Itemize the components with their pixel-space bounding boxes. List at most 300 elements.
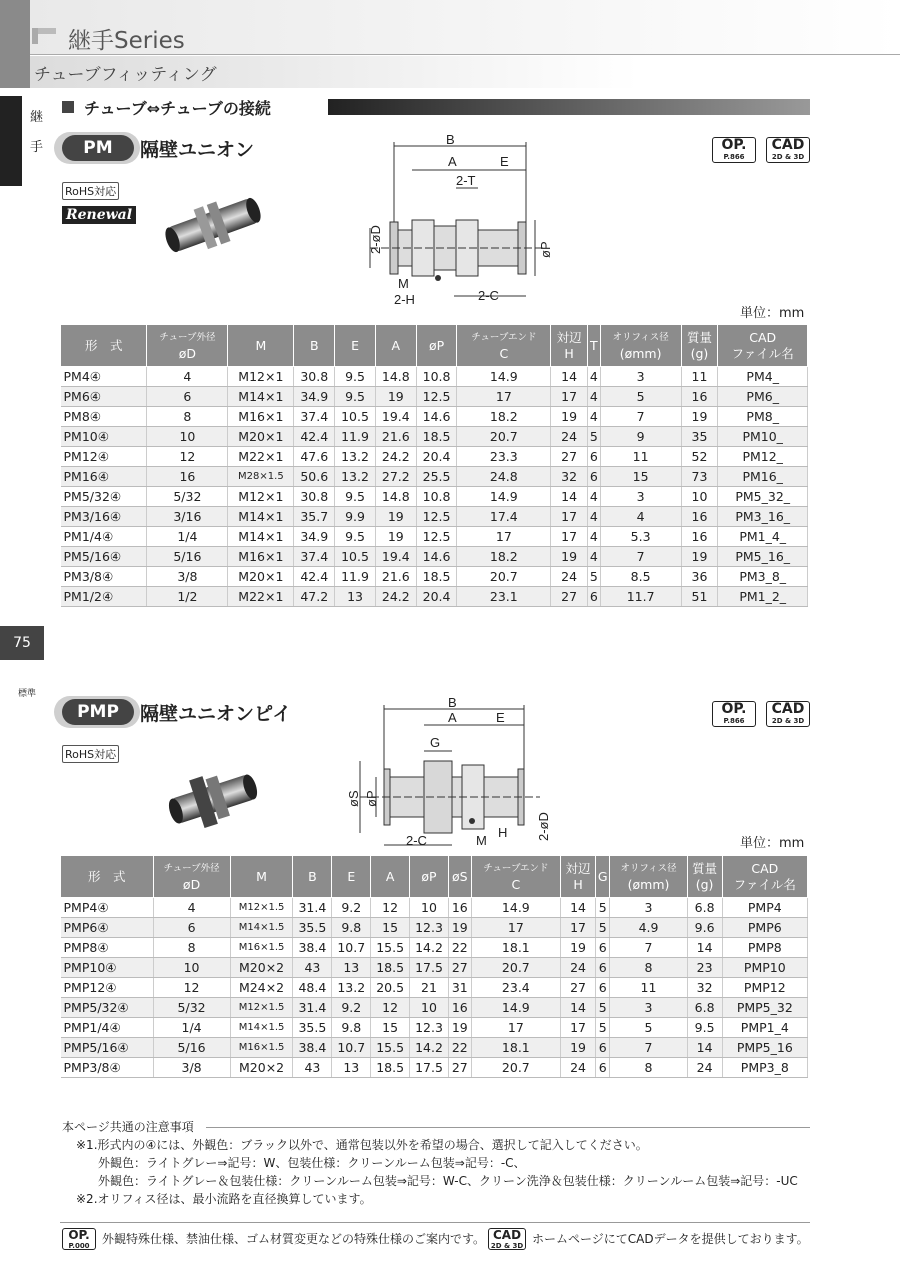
table-cell: 6 bbox=[596, 958, 610, 978]
table-cell: M16×1 bbox=[228, 547, 294, 567]
table-cell: 12 bbox=[153, 978, 230, 998]
spec-table-pm bbox=[60, 324, 808, 607]
footer-op-label: OP. bbox=[68, 1228, 90, 1242]
column-header: øP bbox=[410, 856, 449, 898]
table-cell: 5.3 bbox=[600, 527, 681, 547]
table-cell: PM4④ bbox=[61, 367, 147, 387]
table-cell: M14×1.5 bbox=[230, 1018, 293, 1038]
table-cell: PMP1_4 bbox=[722, 1018, 807, 1038]
table-cell: 27 bbox=[551, 447, 588, 467]
footer-cad-badge[interactable] bbox=[488, 1228, 526, 1250]
table-cell: 19 bbox=[561, 938, 596, 958]
table-cell: M12×1 bbox=[228, 487, 294, 507]
column-header: B bbox=[293, 856, 332, 898]
table-cell: 16 bbox=[681, 387, 718, 407]
table-cell: M16×1.5 bbox=[230, 938, 293, 958]
table-cell: 10.8 bbox=[416, 487, 457, 507]
table-cell: 5 bbox=[587, 427, 600, 447]
table-cell: 19.4 bbox=[375, 407, 416, 427]
table-cell: 9.9 bbox=[335, 507, 376, 527]
rohs-badge: RoHS対応 bbox=[62, 745, 119, 763]
table-cell: 31 bbox=[448, 978, 471, 998]
table-cell: 4.9 bbox=[610, 918, 687, 938]
table-cell: 31.4 bbox=[293, 898, 332, 918]
table-cell: M12×1.5 bbox=[230, 898, 293, 918]
table-cell: 6.8 bbox=[687, 898, 722, 918]
table-cell: PMP4④ bbox=[61, 898, 154, 918]
table-cell: 5 bbox=[596, 898, 610, 918]
table-cell: 24 bbox=[551, 567, 588, 587]
dimension-drawing-pmp bbox=[340, 695, 560, 855]
table-cell: 17 bbox=[561, 1018, 596, 1038]
footer-op-badge[interactable] bbox=[62, 1228, 96, 1250]
dim-label-g: G bbox=[430, 735, 441, 750]
table-cell: 8 bbox=[610, 958, 687, 978]
table-cell: 14 bbox=[687, 1038, 722, 1058]
table-cell: PM1/4④ bbox=[61, 527, 147, 547]
table-cell: 14.6 bbox=[416, 547, 457, 567]
table-cell: PM1_2_ bbox=[718, 587, 808, 607]
footer-cad-label: CAD bbox=[492, 1228, 522, 1242]
table-cell: 23.1 bbox=[457, 587, 551, 607]
table-cell: 3/16 bbox=[147, 507, 228, 527]
table-cell: 6 bbox=[596, 1038, 610, 1058]
table-cell: PMP6④ bbox=[61, 918, 154, 938]
table-cell: 11 bbox=[600, 447, 681, 467]
table-cell: PMP10 bbox=[722, 958, 807, 978]
dim-label-m: M bbox=[476, 833, 487, 848]
table-cell: 24 bbox=[551, 427, 588, 447]
column-header: 質量 (g) bbox=[681, 325, 718, 367]
table-cell: 10 bbox=[681, 487, 718, 507]
table-cell: 13.2 bbox=[332, 978, 371, 998]
table-row bbox=[61, 1018, 808, 1038]
table-cell: M14×1 bbox=[228, 387, 294, 407]
table-cell: PM3_16_ bbox=[718, 507, 808, 527]
table-row bbox=[61, 527, 808, 547]
table-cell: PM3/16④ bbox=[61, 507, 147, 527]
table-cell: 4 bbox=[587, 507, 600, 527]
table-cell: PM16_ bbox=[718, 467, 808, 487]
table-cell: 6 bbox=[153, 918, 230, 938]
table-row bbox=[61, 938, 808, 958]
table-cell: M20×1 bbox=[228, 567, 294, 587]
table-cell: 17.5 bbox=[410, 958, 449, 978]
unit-label: 単位：mm bbox=[740, 836, 805, 851]
table-cell: 18.1 bbox=[471, 1038, 560, 1058]
dim-label-e: E bbox=[500, 154, 509, 169]
table-cell: PM10_ bbox=[718, 427, 808, 447]
table-cell: PM1_4_ bbox=[718, 527, 808, 547]
table-row bbox=[61, 387, 808, 407]
page-header bbox=[0, 0, 900, 88]
table-cell: 27 bbox=[561, 978, 596, 998]
dim-label-d: 2-øD bbox=[368, 225, 383, 254]
table-cell: 32 bbox=[687, 978, 722, 998]
table-cell: 18.1 bbox=[471, 938, 560, 958]
header-divider bbox=[30, 54, 900, 55]
table-cell: 17 bbox=[471, 1018, 560, 1038]
table-cell: 3/8 bbox=[153, 1058, 230, 1078]
table-cell: 9.5 bbox=[335, 487, 376, 507]
section-bar bbox=[328, 99, 810, 115]
table-cell: 10.7 bbox=[332, 1038, 371, 1058]
table-cell: 37.4 bbox=[294, 547, 335, 567]
table-cell: PM5_32_ bbox=[718, 487, 808, 507]
dim-label-c: 2-C bbox=[406, 833, 427, 848]
table-cell: 17 bbox=[551, 387, 588, 407]
table-cell: 42.4 bbox=[294, 567, 335, 587]
table-cell: 19.4 bbox=[375, 547, 416, 567]
op-badge[interactable] bbox=[712, 137, 756, 163]
note-2: ※2.オリフィス径は、最小流路を直径換算しています。 bbox=[76, 1192, 372, 1206]
table-cell: 4 bbox=[587, 487, 600, 507]
column-header: CAD ファイル名 bbox=[722, 856, 807, 898]
table-cell: 11 bbox=[610, 978, 687, 998]
table-cell: 7 bbox=[600, 407, 681, 427]
column-header: G bbox=[596, 856, 610, 898]
table-cell: M12×1 bbox=[228, 367, 294, 387]
cad-sub: 2D & 3D bbox=[771, 717, 805, 725]
table-cell: 19 bbox=[681, 547, 718, 567]
table-cell: 10 bbox=[147, 427, 228, 447]
table-cell: PMP3/8④ bbox=[61, 1058, 154, 1078]
table-cell: PMP5_16 bbox=[722, 1038, 807, 1058]
product-photo-pmp bbox=[158, 764, 268, 834]
table-cell: 8.5 bbox=[600, 567, 681, 587]
table-cell: PM1/2④ bbox=[61, 587, 147, 607]
header-side-band bbox=[0, 0, 30, 88]
footer-op-page: P.000 bbox=[68, 1242, 90, 1250]
table-row bbox=[61, 407, 808, 427]
table-cell: PMP3_8 bbox=[722, 1058, 807, 1078]
section-square-icon bbox=[62, 101, 74, 113]
table-cell: 5 bbox=[596, 998, 610, 1018]
column-header: M bbox=[228, 325, 294, 367]
table-cell: 38.4 bbox=[293, 938, 332, 958]
table-cell: M14×1 bbox=[228, 527, 294, 547]
table-cell: M22×1 bbox=[228, 447, 294, 467]
table-row bbox=[61, 547, 808, 567]
table-cell: 5 bbox=[587, 567, 600, 587]
table-cell: 9.5 bbox=[335, 527, 376, 547]
table-cell: 4 bbox=[587, 547, 600, 567]
note-1b: 外観色：ライトグレー＆包装仕様：クリーンルーム包装⇒記号：W-C、クリーン洗浄＆包装仕様：クリーンルーム包装⇒記号：-UC bbox=[98, 1174, 798, 1188]
table-cell: 20.7 bbox=[457, 567, 551, 587]
spec-table-pmp bbox=[60, 855, 808, 1078]
table-cell: 30.8 bbox=[294, 487, 335, 507]
table-cell: 14.2 bbox=[410, 938, 449, 958]
column-header: E bbox=[335, 325, 376, 367]
table-cell: 14.8 bbox=[375, 367, 416, 387]
table-row bbox=[61, 367, 808, 387]
table-cell: PMP5/32④ bbox=[61, 998, 154, 1018]
table-cell: 32 bbox=[551, 467, 588, 487]
table-cell: 11 bbox=[681, 367, 718, 387]
table-cell: 5 bbox=[596, 918, 610, 938]
table-row bbox=[61, 587, 808, 607]
table-cell: 7 bbox=[610, 1038, 687, 1058]
table-cell: PMP12④ bbox=[61, 978, 154, 998]
dim-label-p: øP bbox=[538, 241, 553, 258]
table-cell: 15 bbox=[600, 467, 681, 487]
table-cell: 51 bbox=[681, 587, 718, 607]
cad-badge[interactable] bbox=[766, 137, 810, 163]
side-tab bbox=[0, 96, 22, 186]
table-cell: 17.5 bbox=[410, 1058, 449, 1078]
table-cell: 19 bbox=[375, 387, 416, 407]
table-cell: 5/16 bbox=[147, 547, 228, 567]
column-header: A bbox=[371, 856, 410, 898]
column-header: オリフィス径 (ømm) bbox=[600, 325, 681, 367]
table-cell: 10.7 bbox=[332, 938, 371, 958]
table-cell: 47.2 bbox=[294, 587, 335, 607]
table-cell: 21.6 bbox=[375, 567, 416, 587]
table-cell: 8 bbox=[610, 1058, 687, 1078]
table-cell: 22 bbox=[448, 938, 471, 958]
table-row bbox=[61, 567, 808, 587]
table-cell: PM16④ bbox=[61, 467, 147, 487]
dim-label-t: 2-T bbox=[456, 173, 476, 188]
cad-label: CAD bbox=[771, 701, 805, 717]
table-cell: 5/32 bbox=[147, 487, 228, 507]
dim-label-b: B bbox=[446, 132, 455, 147]
table-cell: 9 bbox=[600, 427, 681, 447]
table-cell: 21 bbox=[410, 978, 449, 998]
cad-label: CAD bbox=[771, 137, 805, 153]
table-cell: 6 bbox=[147, 387, 228, 407]
table-cell: 43 bbox=[293, 1058, 332, 1078]
table-row bbox=[61, 487, 808, 507]
table-cell: 18.5 bbox=[416, 567, 457, 587]
table-cell: 3 bbox=[610, 998, 687, 1018]
table-cell: 3 bbox=[600, 487, 681, 507]
table-cell: 12 bbox=[147, 447, 228, 467]
table-cell: 12 bbox=[371, 998, 410, 1018]
table-cell: M16×1 bbox=[228, 407, 294, 427]
table-cell: 17 bbox=[551, 507, 588, 527]
table-cell: 20.7 bbox=[471, 958, 560, 978]
column-header: 対辺 H bbox=[561, 856, 596, 898]
table-cell: 35.7 bbox=[294, 507, 335, 527]
table-cell: 23.4 bbox=[471, 978, 560, 998]
table-cell: M20×2 bbox=[230, 1058, 293, 1078]
table-row bbox=[61, 427, 808, 447]
table-cell: 14 bbox=[551, 487, 588, 507]
table-cell: 50.6 bbox=[294, 467, 335, 487]
table-cell: PM10④ bbox=[61, 427, 147, 447]
table-cell: 8 bbox=[147, 407, 228, 427]
section-heading bbox=[60, 96, 810, 118]
table-cell: 17 bbox=[561, 918, 596, 938]
table-cell: 6 bbox=[596, 978, 610, 998]
table-cell: 9.8 bbox=[332, 1018, 371, 1038]
table-cell: PM6④ bbox=[61, 387, 147, 407]
table-cell: 19 bbox=[448, 1018, 471, 1038]
renewal-badge: Renewal bbox=[62, 206, 136, 224]
table-cell: 16 bbox=[147, 467, 228, 487]
table-cell: 12.3 bbox=[410, 1018, 449, 1038]
dimension-drawing-pm bbox=[350, 132, 560, 312]
table-cell: 13.2 bbox=[335, 447, 376, 467]
table-cell: 23 bbox=[687, 958, 722, 978]
table-cell: 3 bbox=[610, 898, 687, 918]
table-cell: 19 bbox=[551, 407, 588, 427]
table-cell: 22 bbox=[448, 1038, 471, 1058]
table-cell: 16 bbox=[681, 527, 718, 547]
table-cell: 17 bbox=[457, 527, 551, 547]
table-cell: 19 bbox=[551, 547, 588, 567]
dim-label-p: øP bbox=[364, 790, 379, 807]
table-cell: 20.7 bbox=[457, 427, 551, 447]
table-cell: 27 bbox=[448, 1058, 471, 1078]
table-cell: 4 bbox=[587, 387, 600, 407]
table-cell: 4 bbox=[587, 527, 600, 547]
table-cell: 25.5 bbox=[416, 467, 457, 487]
table-cell: 13.2 bbox=[335, 467, 376, 487]
column-header: øP bbox=[416, 325, 457, 367]
table-cell: M20×2 bbox=[230, 958, 293, 978]
table-cell: M20×1 bbox=[228, 427, 294, 447]
table-cell: M14×1.5 bbox=[230, 918, 293, 938]
table-cell: 19 bbox=[448, 918, 471, 938]
table-cell: PM8_ bbox=[718, 407, 808, 427]
table-cell: M24×2 bbox=[230, 978, 293, 998]
table-cell: 14.9 bbox=[457, 487, 551, 507]
table-cell: 17 bbox=[551, 527, 588, 547]
table-cell: 6 bbox=[587, 467, 600, 487]
product-code-badge: PMP bbox=[62, 699, 134, 725]
op-label: OP. bbox=[721, 137, 747, 153]
dim-label-h: H bbox=[498, 825, 508, 840]
table-cell: M28×1.5 bbox=[228, 467, 294, 487]
column-header: チューブ外径 øD bbox=[153, 856, 230, 898]
dim-label-c: 2-C bbox=[478, 288, 499, 303]
table-cell: 9.8 bbox=[332, 918, 371, 938]
table-cell: 11.7 bbox=[600, 587, 681, 607]
table-cell: 31.4 bbox=[293, 998, 332, 1018]
op-page: P.866 bbox=[723, 153, 745, 161]
table-cell: 35.5 bbox=[293, 1018, 332, 1038]
table-cell: PM8④ bbox=[61, 407, 147, 427]
column-header: B bbox=[294, 325, 335, 367]
table-cell: 21.6 bbox=[375, 427, 416, 447]
table-row bbox=[61, 1058, 808, 1078]
footer-cad-sub: 2D & 3D bbox=[490, 1242, 524, 1250]
product-code-badge: PM bbox=[62, 135, 134, 161]
page-number: 75 bbox=[0, 626, 44, 660]
table-cell: 19 bbox=[681, 407, 718, 427]
table-cell: 17 bbox=[471, 918, 560, 938]
table-cell: PMP5/16④ bbox=[61, 1038, 154, 1058]
table-cell: PMP1/4④ bbox=[61, 1018, 154, 1038]
table-cell: 11.9 bbox=[335, 427, 376, 447]
table-cell: M12×1.5 bbox=[230, 998, 293, 1018]
column-header: チューブエンド C bbox=[457, 325, 551, 367]
table-cell: 34.9 bbox=[294, 527, 335, 547]
table-cell: PM4_ bbox=[718, 367, 808, 387]
table-cell: PMP5_32 bbox=[722, 998, 807, 1018]
table-cell: 18.5 bbox=[416, 427, 457, 447]
table-cell: 1/2 bbox=[147, 587, 228, 607]
table-cell: 24.2 bbox=[375, 447, 416, 467]
table-cell: 4 bbox=[153, 898, 230, 918]
footer-op-text: 外観特殊仕様、禁油仕様、ゴム材質変更などの特殊仕様のご案内です。 bbox=[102, 1232, 486, 1246]
column-header: E bbox=[332, 856, 371, 898]
table-cell: 15.5 bbox=[371, 1038, 410, 1058]
dim-label-e: E bbox=[496, 710, 505, 725]
table-cell: 14.8 bbox=[375, 487, 416, 507]
table-row bbox=[61, 958, 808, 978]
table-cell: PM5/32④ bbox=[61, 487, 147, 507]
column-header: オリフィス径 (ømm) bbox=[610, 856, 687, 898]
table-cell: 6 bbox=[596, 1058, 610, 1078]
table-cell: 36 bbox=[681, 567, 718, 587]
table-cell: 19 bbox=[375, 507, 416, 527]
table-cell: 14 bbox=[561, 898, 596, 918]
table-header-row bbox=[61, 856, 808, 898]
table-cell: 48.4 bbox=[293, 978, 332, 998]
table-cell: 20.5 bbox=[371, 978, 410, 998]
table-cell: 52 bbox=[681, 447, 718, 467]
table-cell: PMP10④ bbox=[61, 958, 154, 978]
table-cell: 13 bbox=[332, 958, 371, 978]
op-badge[interactable] bbox=[712, 701, 756, 727]
table-cell: 6.8 bbox=[687, 998, 722, 1018]
table-cell: 17.4 bbox=[457, 507, 551, 527]
table-cell: 5/32 bbox=[153, 998, 230, 1018]
table-cell: 5 bbox=[600, 387, 681, 407]
table-cell: 15 bbox=[371, 918, 410, 938]
table-cell: 1/4 bbox=[147, 527, 228, 547]
table-cell: 27.2 bbox=[375, 467, 416, 487]
table-cell: 14.9 bbox=[471, 998, 560, 1018]
table-cell: 10 bbox=[153, 958, 230, 978]
table-cell: 6 bbox=[587, 447, 600, 467]
table-cell: 14.2 bbox=[410, 1038, 449, 1058]
side-label: 標準 bbox=[18, 689, 37, 699]
table-cell: 7 bbox=[610, 938, 687, 958]
table-cell: 30.8 bbox=[294, 367, 335, 387]
table-row bbox=[61, 1038, 808, 1058]
table-cell: 5 bbox=[596, 1018, 610, 1038]
column-header: チューブ外径 øD bbox=[147, 325, 228, 367]
table-cell: 17 bbox=[457, 387, 551, 407]
table-cell: 12.5 bbox=[416, 507, 457, 527]
table-cell: 8 bbox=[153, 938, 230, 958]
column-header: øS bbox=[448, 856, 471, 898]
table-cell: PMP6 bbox=[722, 918, 807, 938]
table-cell: 4 bbox=[587, 367, 600, 387]
table-cell: 13 bbox=[335, 587, 376, 607]
table-cell: PM5_16_ bbox=[718, 547, 808, 567]
column-header: T bbox=[587, 325, 600, 367]
table-cell: 12.5 bbox=[416, 527, 457, 547]
table-cell: 16 bbox=[448, 998, 471, 1018]
table-cell: PMP12 bbox=[722, 978, 807, 998]
header-subtitle: チューブフィッティング bbox=[34, 65, 217, 85]
table-cell: 34.9 bbox=[294, 387, 335, 407]
table-cell: 1/4 bbox=[153, 1018, 230, 1038]
table-cell: 20.4 bbox=[416, 587, 457, 607]
footer-cad-text: ホームページにてCADデータを提供しております。 bbox=[532, 1232, 809, 1246]
table-cell: 14.6 bbox=[416, 407, 457, 427]
table-cell: 3/8 bbox=[147, 567, 228, 587]
table-cell: 5 bbox=[610, 1018, 687, 1038]
cad-badge[interactable] bbox=[766, 701, 810, 727]
table-row bbox=[61, 998, 808, 1018]
table-cell: 9.2 bbox=[332, 998, 371, 1018]
